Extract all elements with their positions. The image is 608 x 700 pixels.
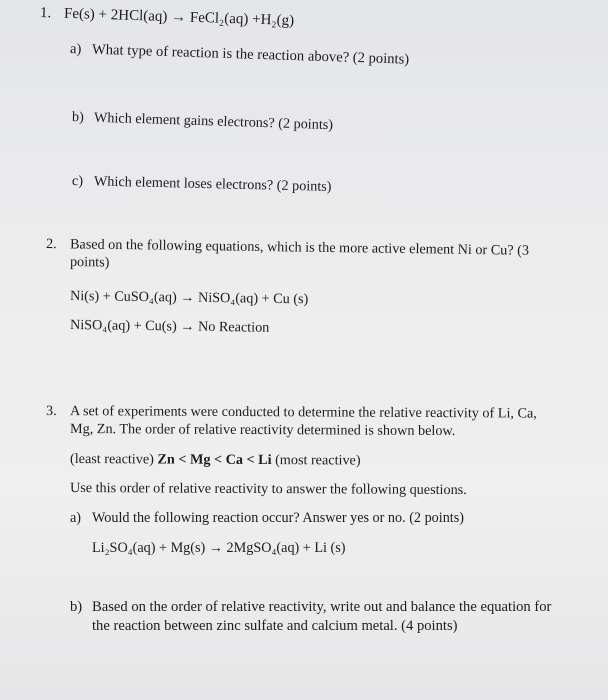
q3a-text: Would the following reaction occur? Answer yes or no. (2 points): [92, 510, 464, 526]
q3b-label: b): [70, 599, 83, 615]
q3b-line1: [70, 598, 551, 616]
q1a-text: What type of reaction is the reaction above? (2 points): [91, 41, 410, 68]
q3-number: 3.: [45, 403, 57, 420]
q2-line1: [46, 235, 529, 260]
q1-equation: Fe(s) + 2HCl(aq) → FeCl₂(aq) +H₂(g): [63, 5, 295, 29]
q2-equation-2: NiSO₄(aq) + Cu(s) → No Reaction: [69, 317, 270, 336]
q3-order-series: Zn < Mg < Ca < Li: [157, 451, 272, 469]
q3a-equation: Li₂SO₄(aq) + Mg(s) → 2MgSO₄(aq) + Li (s): [92, 540, 346, 556]
q3b-text-line1: Based on the order of relative reactivity, write out and balance the equation for: [92, 599, 552, 615]
q1-number: 1.: [39, 5, 52, 22]
q3a: [70, 509, 464, 527]
q1a-label: a): [69, 41, 82, 58]
q2-text-line2: points): [69, 254, 110, 271]
q3-order-prefix: (least reactive): [69, 451, 154, 468]
q3b-text-line2: the reaction between zinc sulfate and calcium metal. (4 points): [92, 618, 458, 634]
q3-text-line1: A set of experiments were conducted to determine the relative reactivity of Li, Ca,: [69, 403, 537, 422]
q1c: [72, 172, 332, 196]
q3-reactivity-order: [70, 450, 361, 470]
q3-text-line2: Mg, Zn. The order of relative reactivity determined is shown below.: [69, 421, 456, 440]
q1-header: [40, 4, 295, 30]
q2-text-line1: Based on the following equations, which is the more active element Ni or Cu? (3: [69, 236, 530, 259]
q3-instruction: Use this order of relative reactivity to answer the following questions.: [69, 480, 467, 499]
q3a-label: a): [70, 510, 82, 526]
q1a: [70, 40, 410, 69]
q1b-label: b): [71, 109, 85, 126]
q1c-text: Which element loses electrons? (2 points): [93, 173, 332, 195]
q1b: [72, 108, 334, 134]
q1c-label: c): [71, 173, 84, 190]
q2-equation-1: Ni(s) + CuSO₄(aq) → NiSO₄(aq) + Cu (s): [69, 288, 309, 308]
q3-order-suffix: (most reactive): [275, 452, 361, 469]
q1b-text: Which element gains electrons? (2 points): [93, 109, 334, 134]
q2-number: 2.: [45, 236, 57, 253]
